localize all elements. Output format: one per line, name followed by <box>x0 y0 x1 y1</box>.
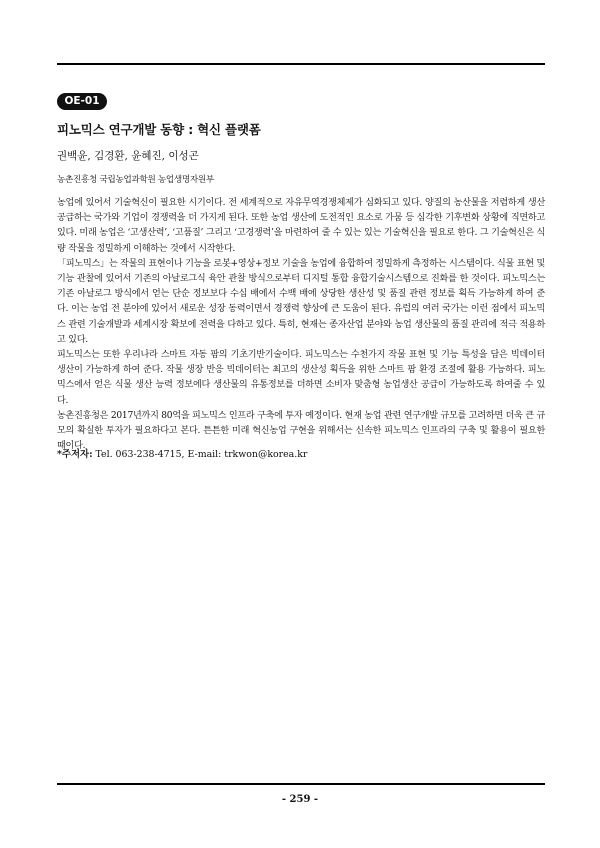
paragraph: 농촌진흥청은 2017년까지 80억을 피노믹스 인프라 구축에 투자 예정이다. 현재 농업 관련 연구개발 규모를 고려하면 더욱 큰 규모의 확실한 투자가 필요하다고 본다. 튼튼한 미래 혁신농업 구현을 위해서는 신속한 피노믹스 인프라의 구축 및 활용이 필요한 때이다. <box>57 410 545 452</box>
authors: 권백윤, 김경환, 윤혜진, 이성곤 <box>57 150 199 162</box>
page-number: - 259 - <box>281 794 319 805</box>
paragraph: 농업에 있어서 기술혁신이 필요한 시기이다. 전 세계적으로 자유무역경쟁체제가 심화되고 있다. 양질의 농산물을 저렴하게 생산 공급하는 국가와 기업이 경쟁력을 더 가지게 된다. 또한 농업 생산에 도전적인 요소로 가뭄 등 심각한 기후변화 상황에 직면하고 있다. 미래 농업은 ‘고생산력’, ‘고품질’ 그리고 ‘고경쟁력’을 마련하여 줄 수 있는 있는 기술혁신을 필요로 한다. 그 기술혁신은 식량 작물을 정밀하게 이해하는 것에서 시작한다. <box>57 198 545 254</box>
contact-info <box>57 446 307 460</box>
abstract-body <box>57 196 545 454</box>
top-rule <box>57 63 545 65</box>
contact-label: *주저자: <box>57 449 93 460</box>
contact-text: Tel. 063-238-4715, E-mail: trkwon@korea.kr <box>95 449 308 460</box>
paragraph: 피노믹스는 또한 우리나라 스마트 자동 팜의 기초기반기술이다. 피노믹스는 수천가지 작물 표현 및 기능 특성을 담은 빅데이터 생산이 가능하게 하여 준다. 작물 생장 반응 빅데이터는 최고의 생산성 획득을 위한 스마트 팜 환경 조절에 활용 가능하다. 피노믹스에서 얻은 식물 생산 능력 정보에다 생산물의 유통정보를 더하면 소비자 맞춤형 농업생산 공급이 가능하도록 하여줄 수 있다. <box>57 350 545 406</box>
paper-title: 피노믹스 연구개발 동향 : 혁신 플랫폼 <box>57 122 261 137</box>
affiliation: 농촌진흥청 국립농업과학원 농업생명자원부 <box>57 175 214 185</box>
bottom-rule <box>57 783 545 785</box>
paragraph: 「피노믹스」는 작물의 표현이나 기능을 로봇+영상+정보 기술을 농업에 융합하여 정밀하게 측정하는 시스템이다. 식물 표현 및 기능 관찰에 있어서 기존의 아날로그식 육안 관찰 방식으로부터 디지털 통합 융합기술시스템으로 진화를 한 것이다. 피노믹스는 기존 아날로그 방식에서 얻는 단순 정보보다 수십 배에서 수백 배에 상당한 생산성 및 품질 관련 정보를 획득 가능하게 하여 준다. 이는 농업 전 분야에 있어서 새로운 성장 동력이면서 경쟁력 향상에 큰 도움이 된다. 유럽의 여러 국가는 이런 점에서 피노믹스 관련 기술개발과 세계시장 확보에 전력을 다하고 있다. 특히, 현재는 종자산업 분야와 농업 생산물의 품질 관리에 적극 적용하고 있다. <box>57 258 545 345</box>
session-badge: OE-01 <box>57 93 107 110</box>
